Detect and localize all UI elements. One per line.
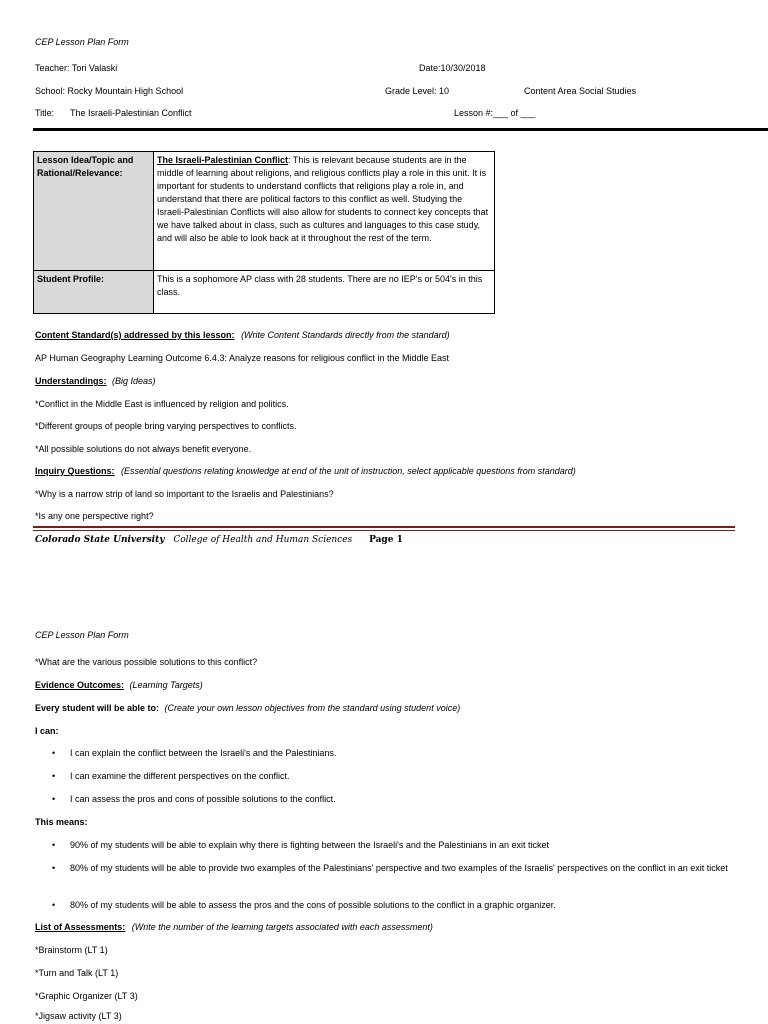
- inquiry-item: *Is any one perspective right?: [35, 511, 154, 521]
- content-standard-label: Content Standard(s) addressed by this lesson:: [35, 330, 235, 340]
- footer-university: Colorado State University: [35, 535, 165, 545]
- table-cell-profile: This is a sophomore AP class with 28 students. There are no IEP's or 504's in this class.: [154, 271, 495, 314]
- footer-rule-bottom: [33, 530, 735, 531]
- every-student-heading: [35, 703, 460, 713]
- footer-rule-top: [33, 526, 735, 528]
- this-means-item: 90% of my students will be able to explain why there is fighting between the Israeli's and the Palestinians in an exit ticket: [70, 840, 549, 850]
- i-can-label: I can:: [35, 726, 59, 736]
- bullet-icon: •: [52, 863, 56, 873]
- assessment-item: *Brainstorm (LT 1): [35, 945, 108, 955]
- understandings-heading: [35, 376, 156, 386]
- bullet-icon: •: [52, 794, 56, 804]
- understanding-item: *Different groups of people bring varying perspectives to conflicts.: [35, 421, 297, 431]
- assessments-hint: (Write the number of the learning targets associated with each assessment): [131, 922, 433, 932]
- inquiry-item: *Why is a narrow strip of land so important to the Israelis and Palestinians?: [35, 489, 334, 499]
- bullet-icon: •: [52, 748, 56, 758]
- teacher-field: Teacher: Tori Valaski: [35, 63, 118, 73]
- evidence-label: Evidence Outcomes:: [35, 680, 125, 690]
- date-field: Date:10/30/2018: [419, 63, 486, 73]
- school-field: School: Rocky Mountain High School: [35, 86, 184, 96]
- this-means-item: 80% of my students will be able to provide two examples of the Palestinians' perspective and two examples of the Israelis' perspectives on the conflict in an exit ticket: [70, 863, 728, 873]
- table-cell-relevance: [154, 152, 495, 271]
- i-can-item: I can explain the conflict between the Israeli's and the Palestinians.: [70, 748, 337, 758]
- content-standard-heading: [35, 330, 450, 340]
- inquiry-item: *What are the various possible solutions to this conflict?: [35, 657, 258, 667]
- this-means-label: This means:: [35, 817, 88, 827]
- evidence-heading: [35, 680, 203, 690]
- assessment-item: *Turn and Talk (LT 1): [35, 968, 119, 978]
- lesson-info-table: [33, 151, 495, 314]
- relevance-title: The Israeli-Palestinian Conflict: [157, 155, 289, 165]
- evidence-hint: (Learning Targets): [129, 680, 203, 690]
- understandings-hint: (Big Ideas): [112, 376, 156, 386]
- content-area-field: Content Area Social Studies: [524, 86, 637, 96]
- form-title-page2: CEP Lesson Plan Form: [35, 630, 129, 640]
- table-label-profile: Student Profile:: [34, 271, 154, 314]
- assessments-label: List of Assessments:: [35, 922, 126, 932]
- header-divider: [33, 128, 768, 131]
- footer-page-number: Page 1: [369, 535, 403, 545]
- grade-level-field: Grade Level: 10: [385, 86, 450, 96]
- lesson-number-field: Lesson #:___ of ___: [454, 108, 536, 118]
- every-student-label: Every student will be able to:: [35, 703, 160, 713]
- assessments-heading: [35, 922, 433, 932]
- page-footer: [35, 535, 409, 545]
- inquiry-label: Inquiry Questions:: [35, 466, 115, 476]
- standard-text: AP Human Geography Learning Outcome 6.4.3: Analyze reasons for religious conflict in the Middle East: [35, 353, 450, 363]
- inquiry-hint: (Essential questions relating knowledge at end of the unit of instruction, select applicable questions from standard): [121, 466, 576, 476]
- footer-college: College of Health and Human Sciences: [173, 535, 353, 545]
- bullet-icon: •: [52, 840, 56, 850]
- assessment-item: *Jigsaw activity (LT 3): [35, 1011, 122, 1021]
- understanding-item: *Conflict in the Middle East is influenced by religion and politics.: [35, 399, 289, 409]
- inquiry-heading: [35, 466, 576, 476]
- content-standard-hint: (Write Content Standards directly from the standard): [241, 330, 450, 340]
- understandings-label: Understandings:: [35, 376, 107, 386]
- this-means-item: 80% of my students will be able to assess the pros and the cons of possible solutions to the conflict in a graphic organizer.: [70, 900, 556, 910]
- i-can-item: I can examine the different perspectives on the conflict.: [70, 771, 290, 781]
- every-student-hint: (Create your own lesson objectives from the standard using student voice): [164, 703, 461, 713]
- form-title: CEP Lesson Plan Form: [35, 37, 129, 47]
- bullet-icon: •: [52, 900, 56, 910]
- title-label: Title:: [35, 108, 55, 118]
- assessment-item: *Graphic Organizer (LT 3): [35, 991, 138, 1001]
- bullet-icon: •: [52, 771, 56, 781]
- relevance-text: : This is relevant because students are in the middle of learning about religions, and religious conflicts play a role in this unit. It is important for students to understand conflicts that religions play a role in, and understand that there are political factors to this conflict as well. Studying the Israeli-Palestinian Conflicts will also allow for students to connect key concepts that we have talked about in class, such as cultures and languages to this case study, and will also be able to look back at it throughout the rest of the term.: [157, 155, 489, 243]
- i-can-item: I can assess the pros and cons of possible solutions to the conflict.: [70, 794, 336, 804]
- title-value: The Israeli-Palestinian Conflict: [70, 108, 192, 118]
- table-row: [34, 152, 495, 271]
- table-label-topic: Lesson Idea/Topic and Rational/Relevance:: [34, 152, 154, 271]
- understanding-item: *All possible solutions do not always benefit everyone.: [35, 444, 252, 454]
- table-row: [34, 271, 495, 314]
